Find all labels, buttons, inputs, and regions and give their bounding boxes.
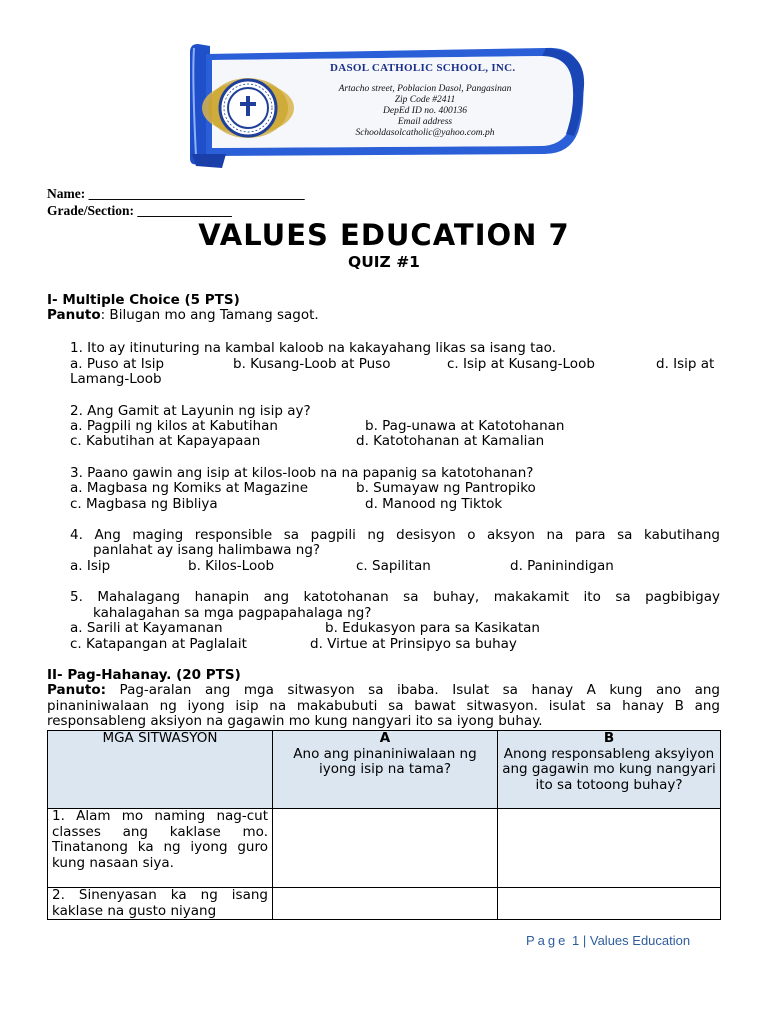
q5-choice-c: c. Katapangan at Paglalait [70,636,247,652]
panuto-label: Panuto [47,307,101,323]
question-5-line-2: kahalagahan sa mga pagpapahalaga ng? [93,605,372,621]
table-row [48,809,721,888]
question-2: 2. Ang Gamit at Layunin ng isip ay? [70,403,311,419]
quiz-subtitle: QUIZ #1 [348,253,420,271]
part2-instructions-line-3: responsableng aksiyon na gagawin mo kung nangyari ito sa iyong buhay. [47,713,543,729]
q2-choice-c: c. Kabutihan at Kapayapaan [70,433,261,449]
grade-section-field-label: Grade/Section: ______________ [47,203,232,218]
part1-heading: I- Multiple Choice (5 PTS) [47,292,240,308]
table-header-col-b [498,731,721,809]
q4-choice-c: c. Sapilitan [356,558,431,574]
footer-page-word: Page [526,933,569,948]
answer-a-cell[interactable] [273,809,498,888]
q5-choice-d: d. Virtue at Prinsipyo sa buhay [310,636,517,652]
q3-choice-b: b. Sumayaw ng Pantropiko [356,480,536,496]
part1-instructions [47,307,319,323]
q1-choice-b: b. Kusang-Loob at Puso [233,356,391,372]
q4-choice-a: a. Isip [70,558,111,574]
table-header-col-a [273,731,498,809]
col-b-question: Anong responsableng aksyiyon ang gagawin mo kung nangyari ito sa totoong buhay? [502,745,716,793]
q2-choice-b: b. Pag-unawa at Katotohanan [365,418,565,434]
q2-choice-a: a. Pagpili ng kilos at Kabutihan [70,418,278,434]
q1-choice-d: d. Isip at [656,356,715,372]
q3-choice-a: a. Magbasa ng Komiks at Magazine [70,480,309,496]
q4-choice-b: b. Kilos-Loob [188,558,275,574]
panuto-label-part2: Panuto: [47,682,106,698]
answer-b-cell[interactable] [498,888,721,920]
table-header-row [48,731,721,809]
document-title: VALUES EDUCATION 7 [198,218,570,252]
school-name: DASOL CATHOLIC SCHOOL, INC. [330,62,516,74]
answer-a-cell[interactable] [273,888,498,920]
school-address-line: Artacho street, Poblacion Dasol, Pangasinan [338,84,512,94]
answer-b-cell[interactable] [498,809,721,888]
q3-choice-d: d. Manood ng Tiktok [365,496,503,512]
col-a-letter: A [379,730,391,746]
school-deped-id-line: DepEd ID no. 400136 [383,106,467,116]
table-header-situations [48,731,273,809]
footer-doc-name: Values Education [589,933,691,948]
part2-instructions-line-1 [47,682,720,698]
situations-table [47,730,721,920]
q4-choice-d: d. Paninindigan [510,558,614,574]
part2-heading: II- Pag-Hahanay. (20 PTS) [47,667,241,683]
table-row [48,888,721,920]
situation-cell: 1. Alam mo naming nag-cut classes ang kaklase mo. Tinatanong ka ng iyong guro kung nasaan siya. [48,809,273,888]
q3-choice-c: c. Magbasa ng Bibliya [70,496,218,512]
q2-choice-d: d. Katotohanan at Kamalian [356,433,545,449]
question-5-line-1: 5. Mahalagang hanapin ang katotohanan sa buhay, makakamit ito sa pagbibigay [70,589,720,605]
school-email-label: Email address [397,117,453,127]
footer-page-number: 1 [572,933,580,948]
q1-choice-a: a. Puso at Isip [70,356,165,372]
q5-choice-b: b. Edukasyon para sa Kasikatan [325,620,540,636]
part2-instructions-line-2: pinaniniwalaan ng iyong isip na makabubuti sa bawat sitwasyon. isulat sa hanay B ang [47,698,720,714]
situations-header-text: MGA SITWASYON [102,730,218,746]
col-b-letter: B [603,730,615,746]
school-email-address: Schooldasolcatholic@yahoo.com.ph [355,128,495,138]
page-footer [526,933,690,948]
question-4-line-1: 4. Ang maging responsible sa pagpili ng desisyon o aksyon na para sa kabutihang [70,527,720,543]
question-1: 1. Ito ay itinuturing na kambal kaloob na kakayahang likas sa isang tao. [70,340,556,356]
q1-choice-d-continued: Lamang-Loob [70,371,162,387]
footer-separator: | [582,933,587,948]
q1-choice-c: c. Isip at Kusang-Loob [447,356,595,372]
school-zip-line: Zip Code #2411 [394,95,456,105]
part2-instructions-text-1: Pag-aralan ang mga sitwasyon sa ibaba. Isulat sa hanay A kung ano ang [119,682,721,698]
panuto-text: : Bilugan mo ang Tamang sagot. [100,307,319,323]
question-4-line-2: panlahat ay isang halimbawa ng? [93,542,321,558]
q5-choice-a: a. Sarili at Kayamanan [70,620,223,636]
col-a-question: Ano ang pinaniniwalaan ng iyong isip na tama? [293,745,477,777]
question-3: 3. Paano gawin ang isip at kilos-loob na na papanig sa katotohanan? [70,465,534,481]
situation-cell: 2. Sinenyasan ka ng isang kaklase na gusto niyang [48,888,273,920]
name-field-label: Name: ________________________________ [47,186,305,201]
